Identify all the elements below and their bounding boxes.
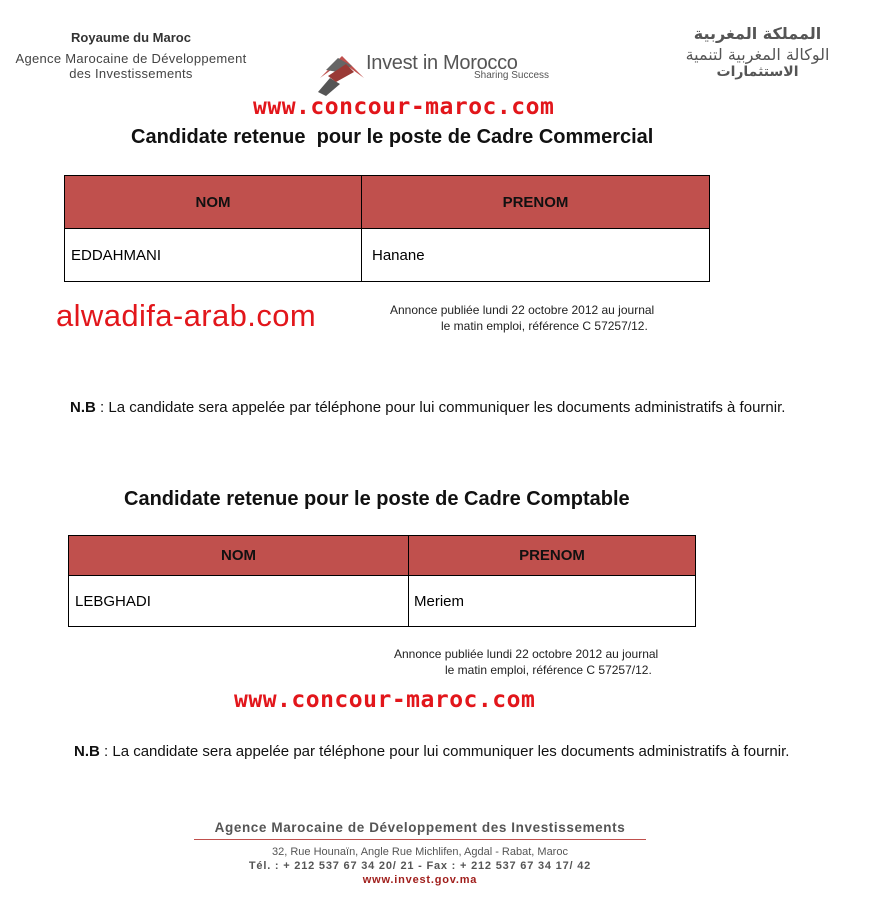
results-table-commercial — [64, 175, 710, 282]
section-title-comptable: Candidate retenue pour le poste de Cadre Comptable — [124, 488, 630, 510]
agency-fr-line1: Agence Marocaine de Développement — [15, 51, 247, 66]
footer-website: www.invest.gov.ma — [362, 874, 478, 886]
annonce-line1: Annonce publiée lundi 22 octobre 2012 au journal — [394, 647, 659, 661]
cell-nom: LEBGHADI — [69, 576, 409, 627]
annonce-commercial — [390, 302, 654, 334]
brand-name: Invest in Morocco — [366, 52, 518, 74]
column-header-prenom: PRENOM — [362, 176, 710, 229]
cell-prenom: Hanane — [362, 229, 710, 282]
watermark-top: www.concour-maroc.com — [253, 94, 555, 120]
nb-text: : La candidate sera appelée par téléphone pour lui communiquer les documents administratifs à fournir. — [95, 399, 786, 416]
table-row — [69, 576, 696, 627]
table-row — [65, 229, 710, 282]
brand-tagline: Sharing Success — [474, 70, 550, 81]
nb-note-comptable — [74, 743, 789, 760]
diamond-logo-icon — [316, 48, 368, 98]
results-table-comptable — [68, 535, 696, 627]
agency-ar-line1: الوكالة المغربية لتنمية — [685, 45, 830, 64]
annonce-line2: le matin emploi, référence C 57257/12. — [441, 319, 648, 333]
footer — [150, 820, 690, 886]
column-header-nom: NOM — [65, 176, 362, 229]
column-header-nom: NOM — [69, 536, 409, 576]
footer-agency: Agence Marocaine de Développement des Investissements — [214, 820, 626, 835]
footer-phone: Tél. : + 212 537 67 34 20/ 21 - Fax : + 212 537 67 34 17/ 42 — [248, 860, 592, 872]
footer-divider — [194, 839, 646, 840]
agency-ar-line2: الاستثمارات — [716, 64, 799, 80]
cell-nom: EDDAHMANI — [65, 229, 362, 282]
nb-text: : La candidate sera appelée par téléphone pour lui communiquer les documents administratifs à fournir. — [99, 743, 790, 760]
watermark-bottom: www.concour-maroc.com — [234, 687, 536, 713]
header-left — [0, 30, 262, 81]
kingdom-ar: المملكة المغربية — [693, 24, 822, 43]
agency-fr-line2: des Investissements — [69, 66, 193, 81]
watermark-middle: alwadifa-arab.com — [56, 298, 317, 333]
invest-in-morocco-logo — [316, 48, 556, 98]
cell-prenom: Meriem — [409, 576, 696, 627]
annonce-comptable — [394, 646, 658, 678]
column-header-prenom: PRENOM — [409, 536, 696, 576]
annonce-line1: Annonce publiée lundi 22 octobre 2012 au journal — [390, 303, 655, 317]
nb-note-commercial — [70, 399, 785, 416]
section-title-commercial: Candidate retenue pour le poste de Cadre Commercial — [131, 126, 654, 148]
nb-label: N.B — [74, 743, 100, 760]
nb-label: N.B — [70, 399, 96, 416]
header-right — [650, 24, 865, 80]
annonce-line2: le matin emploi, référence C 57257/12. — [445, 663, 652, 677]
kingdom-fr: Royaume du Maroc — [71, 30, 191, 45]
footer-address: 32, Rue Hounaïn, Angle Rue Michlifen, Agdal - Rabat, Maroc — [272, 846, 568, 858]
